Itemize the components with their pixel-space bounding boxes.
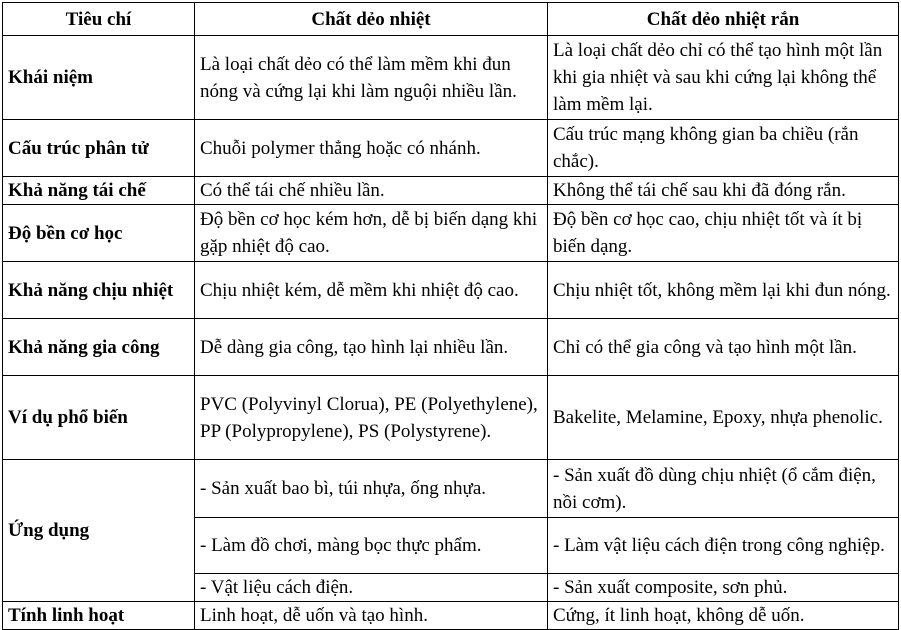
table-row [3, 120, 899, 177]
criterion-cell: Ví dụ phổ biến [3, 376, 195, 460]
table-row [3, 376, 899, 460]
table-row [3, 262, 899, 319]
thermoset-cell: Không thể tái chế sau khi đã đóng rắn. [548, 177, 899, 205]
thermoplastic-cell: - Làm đồ chơi, màng bọc thực phẩm. [195, 518, 548, 574]
thermoset-cell: - Sản xuất đồ dùng chịu nhiệt (ổ cắm điện, nồi cơm). [548, 460, 899, 518]
thermoset-cell: Cứng, ít linh hoạt, không dễ uốn. [548, 602, 899, 630]
header-thermoplastic: Chất dẻo nhiệt [195, 3, 548, 36]
table-row [3, 460, 899, 518]
header-thermoset: Chất dẻo nhiệt rắn [548, 3, 899, 36]
criterion-cell: Khả năng chịu nhiệt [3, 262, 195, 319]
thermoplastic-cell: Độ bền cơ học kém hơn, dễ bị biến dạng khi gặp nhiệt độ cao. [195, 205, 548, 262]
table-row [3, 602, 899, 630]
thermoplastic-cell: Là loại chất dẻo có thể làm mềm khi đun nóng và cứng lại khi làm nguội nhiều lần. [195, 36, 548, 120]
criterion-cell: Khái niệm [3, 36, 195, 120]
thermoset-cell: - Làm vật liệu cách điện trong công nghiệp. [548, 518, 899, 574]
table-row [3, 36, 899, 120]
thermoset-cell: Cấu trúc mạng không gian ba chiều (rắn chắc). [548, 120, 899, 177]
thermoset-cell: Bakelite, Melamine, Epoxy, nhựa phenolic. [548, 376, 899, 460]
thermoset-cell: Chịu nhiệt tốt, không mềm lại khi đun nóng. [548, 262, 899, 319]
criterion-cell: Tính linh hoạt [3, 602, 195, 630]
table-row [3, 177, 899, 205]
criterion-cell: Ứng dụng [3, 460, 195, 602]
criterion-cell: Độ bền cơ học [3, 205, 195, 262]
header-criterion: Tiêu chí [3, 3, 195, 36]
thermoplastic-cell: PVC (Polyvinyl Clorua), PE (Polyethylene), PP (Polypropylene), PS (Polystyrene). [195, 376, 548, 460]
thermoplastic-cell: - Vật liệu cách điện. [195, 574, 548, 602]
criterion-cell: Khả năng gia công [3, 319, 195, 376]
thermoplastic-cell: Dễ dàng gia công, tạo hình lại nhiều lần. [195, 319, 548, 376]
thermoset-cell: Chỉ có thể gia công và tạo hình một lần. [548, 319, 899, 376]
header-row [3, 3, 899, 36]
criterion-cell: Cấu trúc phân tử [3, 120, 195, 177]
table-row [3, 319, 899, 376]
thermoplastic-cell: Có thể tái chế nhiều lần. [195, 177, 548, 205]
thermoplastic-cell: Linh hoạt, dễ uốn và tạo hình. [195, 602, 548, 630]
thermoset-cell: - Sản xuất composite, sơn phủ. [548, 574, 899, 602]
criterion-cell: Khả năng tái chế [3, 177, 195, 205]
comparison-table [2, 2, 899, 630]
table-row [3, 205, 899, 262]
thermoset-cell: Độ bền cơ học cao, chịu nhiệt tốt và ít bị biến dạng. [548, 205, 899, 262]
thermoset-cell: Là loại chất dẻo chỉ có thể tạo hình một lần khi gia nhiệt và sau khi cứng lại không thể làm mềm lại. [548, 36, 899, 120]
thermoplastic-cell: - Sản xuất bao bì, túi nhựa, ống nhựa. [195, 460, 548, 518]
thermoplastic-cell: Chuỗi polymer thẳng hoặc có nhánh. [195, 120, 548, 177]
thermoplastic-cell: Chịu nhiệt kém, dễ mềm khi nhiệt độ cao. [195, 262, 548, 319]
